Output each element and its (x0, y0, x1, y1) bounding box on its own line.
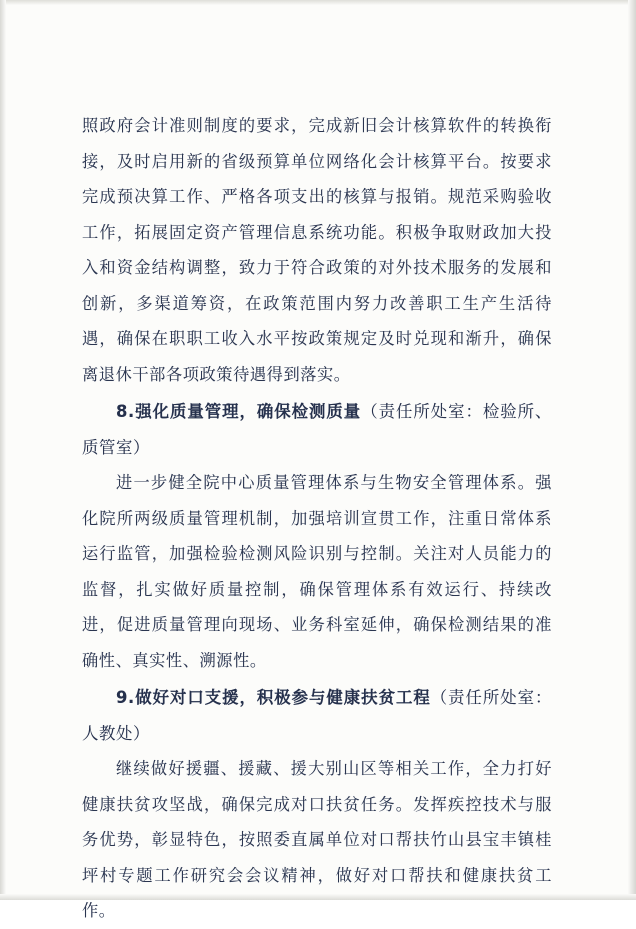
section-heading-8 (82, 394, 552, 465)
section-heading-9-responsibility: （责任所处室：人教处） (82, 688, 553, 743)
paragraph-poverty-alleviation: 继续做好援疆、援藏、援大别山区等相关工作，全力打好健康扶贫攻坚战，确保完成对口扶贫任务。发挥疾控技术与服务优势，彰显特色，按照委直属单位对口帮扶竹山县宝丰镇桂坪村专题工作研究会会议精神，做好对口帮扶和健康扶贫工作。 (82, 759, 552, 920)
paragraph-quality-management: 进一步健全院中心质量管理体系与生物安全管理体系。强化院所两级质量管理机制，加强培训宣贯工作，注重日常体系运行监管，加强检验检测风险识别与控制。关注对人员能力的监督，扎实做好质量控制，确保管理体系有效运行、持续改进，促进质量管理向现场、业务科室延伸，确保检测结果的准确性、真实性、溯源性。 (82, 473, 552, 670)
page-edge-right (628, 0, 636, 900)
section-heading-8-title: 8.强化质量管理，确保检测质量 (116, 402, 362, 421)
section-heading-9-title: 9.做好对口支援，积极参与健康扶贫工程 (116, 688, 431, 707)
page-edge-top (0, 0, 636, 5)
section-heading-9 (82, 680, 552, 751)
page-edge-left (0, 0, 6, 900)
section-heading-8-responsibility: （责任所处室：检验所、质管室） (82, 402, 552, 457)
paragraph-continued-finance: 照政府会计准则制度的要求，完成新旧会计核算软件的转换衔接，及时启用新的省级预算单位网络化会计核算平台。按要求完成预决算工作、严格各项支出的核算与报销。规范采购验收工作，拓展固定资产管理信息系统功能。积极争取财政加大投入和资金结构调整，致力于符合政策的对外技术服务的发展和创新，多渠道筹资，在政策范围内努力改善职工生产生活待遇，确保在职职工收入水平按政策规定及时兑现和渐升，确保离退休干部各项政策待遇得到落实。 (82, 116, 552, 384)
document-body (82, 108, 552, 929)
